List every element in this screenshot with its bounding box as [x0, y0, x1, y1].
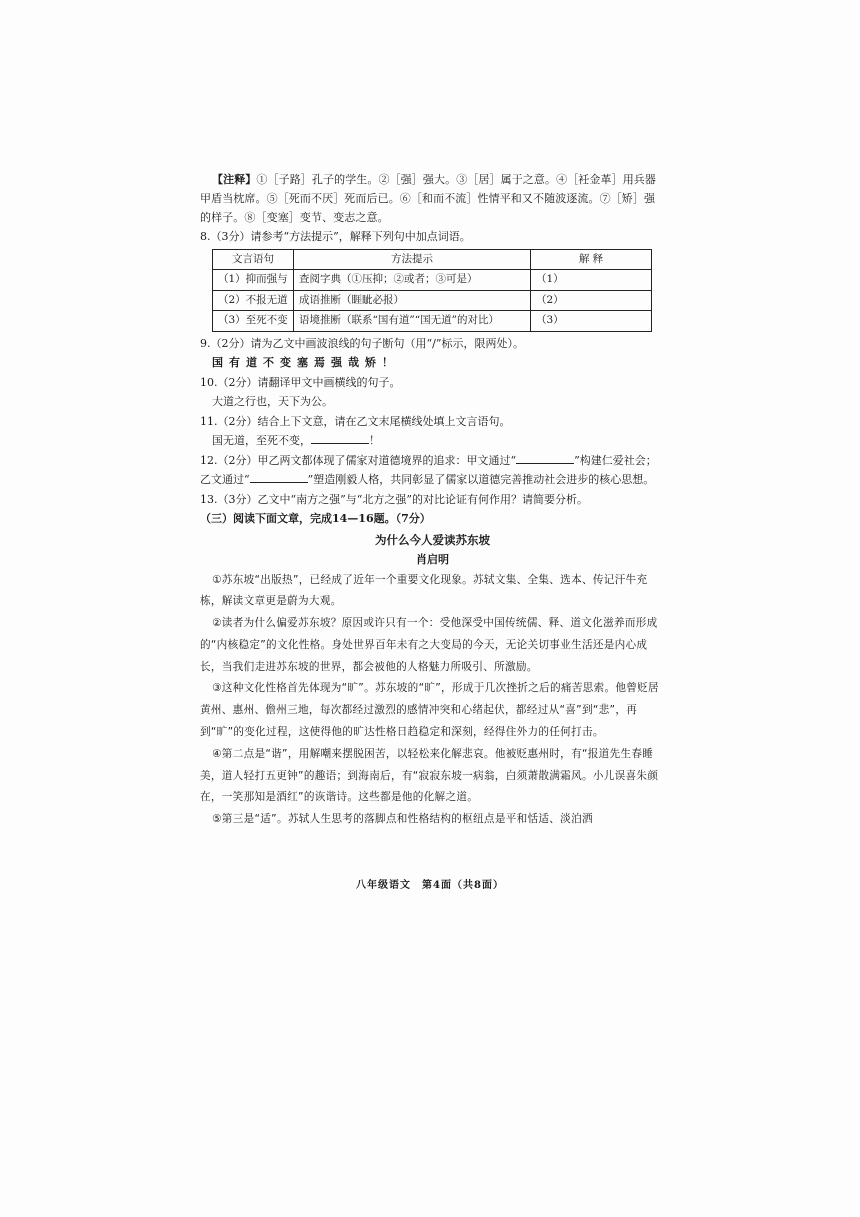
article-author: 肖启明 [416, 553, 449, 566]
table-cell: 查阅字典（①压抑；②或者；③可是） [294, 270, 531, 291]
method-table [212, 249, 652, 332]
answer-cell[interactable]: （3） [531, 311, 652, 332]
note-label: 【注释】 [212, 173, 257, 186]
question-12-part2: ”构建仁爱社会；乙文通过“ [200, 453, 657, 486]
question-11-stem: 11.（2分）结合上下文意，请在乙文末尾横线处填上文言语句。 [200, 414, 511, 428]
question-11-text: 国无道，至死不变， [212, 434, 311, 447]
question-9-stem: 9.（2分）请为乙文中画波浪线的句子断句（用“/”标示，限两处）。 [200, 336, 524, 350]
question-13-stem: 13.（3分）乙文中“南方之强”与“北方之强”的对比论证有何作用？请简要分析。 [200, 492, 588, 506]
table-header-cell: 方法提示 [294, 249, 531, 270]
table-header-row [213, 249, 652, 270]
question-8-stem: 8.（3分）请参考“方法提示”，解释下列句中加点词语。 [200, 230, 471, 243]
page-footer: 八年级语文 第4面（共8面） [356, 880, 504, 891]
section-3-header: （三）阅读下面文章，完成14—16题。（7分） [200, 512, 431, 525]
table-row [213, 311, 652, 332]
answer-blank[interactable] [516, 463, 574, 464]
table-header-cell: 解 释 [531, 249, 652, 270]
answer-cell[interactable]: （2） [531, 290, 652, 311]
question-12-part3: ”塑造刚毅人格，共同彰显了儒家以道德完善推动社会进步的核心思想。 [307, 473, 655, 486]
table-row [213, 290, 652, 311]
table-cell: （3）至死不变 [213, 311, 294, 332]
article-paragraph: ④第二点是“谐”，用解嘲来摆脱困苦，以轻松来化解悲哀。他被贬惠州时，有“报道先生春睡美，道人轻打五更钟”的趣语；到海南后，有“寂寂东坡一病翁，白须萧散满霜风。小儿误喜朱颜在，一笑那知是酒红”的诙谐诗。这些都是他的化解之道。 [200, 747, 659, 804]
question-10-sentence: 大道之行也，天下为公。 [212, 395, 333, 408]
answer-cell[interactable]: （1） [531, 270, 652, 291]
annotation-note [200, 170, 665, 227]
article-body [200, 570, 665, 832]
article-paragraph: ③这种文化性格首先体现为“旷”。苏东坡的“旷”，形成于几次挫折之后的痛苦思索。他曾贬居黄州、惠州、儋州三地，每次都经过激烈的感情冲突和心绪起伏，都经过从“喜”到“悲”，再到“旷”的变化过程，这使得他的旷达性格日趋稳定和深刻，经得住外力的任何打击。 [200, 682, 659, 739]
question-10-stem: 10.（2分）请翻译甲文中画横线的句子。 [200, 375, 401, 389]
question-12 [200, 451, 665, 490]
question-11-end: ！ [369, 434, 380, 447]
article-paragraph: ①苏东坡“出版热”，已经成了近年一个重要文化现象。苏轼文集、全集、选本、传记汗牛充栋，解读文章更是蔚为大观。 [200, 573, 648, 608]
table-cell: 成语推断（睚眦必报） [294, 290, 531, 311]
table-cell: （1）抑而强与 [213, 270, 294, 291]
article-paragraph: ②读者为什么偏爱苏东坡？原因或许只有一个：受他深受中国传统儒、释、道文化滋养而形成的“内核稳定”的文化性格。身处世界百年未有之大变局的今天，无论关切事业生活还是内心成长，当我们走进苏东坡的世界，都会被他的人格魅力所吸引、所激励。 [200, 617, 658, 673]
note-text: ①［子路］孔子的学生。②［强］强大。③［居］属于之意。④［衽金革］用兵器甲盾当枕席。⑤［死而不厌］死而后已。⑥［和而不流］性情平和又不随波逐流。⑦［矫］强的样子。⑧［变塞］变节、变志之意。 [200, 173, 657, 224]
question-12-part1: 12.（2分）甲乙两文都体现了儒家对道德境界的追求：甲文通过“ [200, 453, 517, 467]
table-header-cell: 文言语句 [213, 249, 294, 270]
question-11-sentence [200, 431, 665, 451]
table-cell: 语境推断（联系“国有道”“国无道”的对比） [294, 311, 531, 332]
answer-blank[interactable] [250, 482, 308, 483]
answer-blank[interactable] [311, 443, 369, 444]
article-paragraph: ⑤第三是“适”。苏轼人生思考的落脚点和性格结构的枢纽点是平和恬适、淡泊洒 [212, 813, 593, 826]
table-cell: （2）不报无道 [213, 290, 294, 311]
page-content [200, 170, 665, 831]
article-title: 为什么今人爱读苏东坡 [375, 532, 490, 547]
table-row [213, 270, 652, 291]
question-9-sentence: 国有道不变塞焉强哉矫！ [212, 356, 399, 369]
